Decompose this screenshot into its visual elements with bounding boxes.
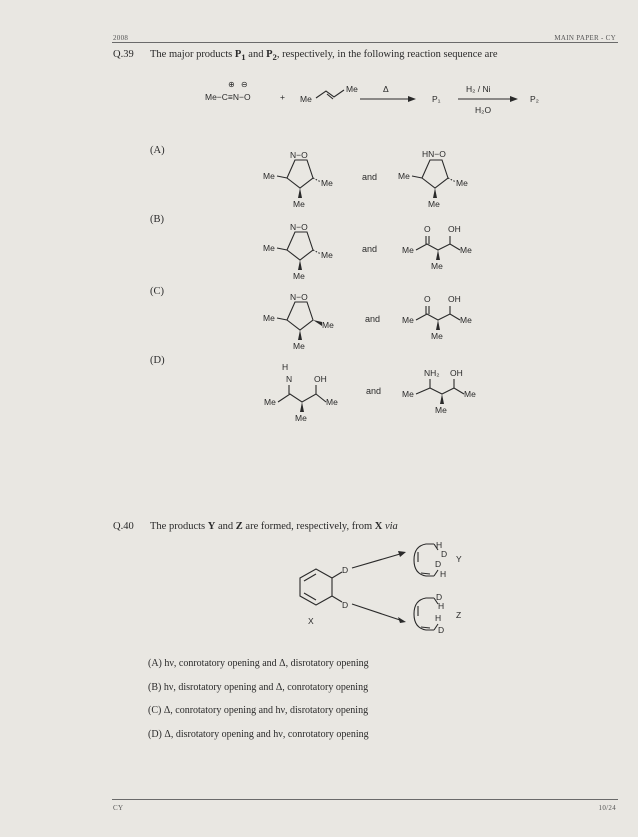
svg-text:D: D — [342, 565, 349, 575]
svg-text:Me: Me — [402, 315, 414, 325]
q39-option-b-and: and — [362, 244, 378, 254]
svg-text:Me: Me — [464, 389, 476, 399]
arrow-1 — [360, 95, 416, 103]
isoxazolidine-a-reduced — [398, 148, 480, 209]
svg-text:H: H — [435, 613, 442, 623]
svg-text:D: D — [435, 559, 442, 569]
reaction-plus: + — [280, 92, 285, 102]
svg-text:Me: Me — [295, 413, 307, 423]
header-rule — [112, 42, 618, 43]
svg-text:Me: Me — [263, 313, 275, 323]
svg-text:Me: Me — [428, 199, 440, 209]
q40-option-d: (D) Δ, disrotatory opening and hν, conrotatory opening — [148, 729, 369, 740]
footer-page: 10/24 — [598, 804, 616, 812]
svg-text:Me: Me — [263, 171, 275, 181]
triene-y — [408, 540, 478, 585]
triene-z — [408, 594, 478, 639]
svg-text:Me: Me — [293, 341, 305, 351]
isoxazolidine-b — [263, 222, 345, 281]
svg-text:D: D — [441, 549, 448, 559]
p2-label: P₂ — [530, 94, 539, 104]
svg-text:Me: Me — [431, 331, 443, 341]
svg-text:H: H — [436, 540, 443, 550]
svg-text:O: O — [424, 294, 431, 304]
q39-option-c-and: and — [365, 314, 381, 324]
q40-option-a: (A) hν, conrotatory opening and Δ, disrotatory opening — [148, 658, 369, 669]
svg-text:H: H — [282, 362, 289, 372]
svg-text:Me: Me — [402, 245, 414, 255]
svg-text:D: D — [342, 600, 349, 610]
isoxazolidine-c — [263, 292, 345, 351]
q39-option-b-label: (B) — [150, 214, 164, 225]
svg-text:Me: Me — [263, 243, 275, 253]
svg-text:Me: Me — [293, 271, 305, 281]
q39-number: Q.39 — [113, 49, 134, 60]
svg-text:Me: Me — [293, 199, 305, 209]
aminoalcohol-d — [404, 366, 484, 426]
isoxazolidine-a — [263, 150, 345, 209]
alkene-me-right: Me — [346, 84, 358, 94]
svg-text:OH: OH — [450, 368, 463, 378]
svg-text:Me: Me — [398, 171, 410, 181]
svg-text:Me: Me — [431, 261, 443, 271]
hydroxyketone-b — [402, 222, 482, 280]
svg-text:D: D — [438, 625, 445, 635]
header-year: 2008 — [113, 34, 129, 42]
hydroxyketone-c — [402, 292, 482, 350]
footer-rule — [112, 799, 618, 800]
arrow-2 — [458, 95, 518, 103]
q39-option-d-and: and — [366, 386, 382, 396]
header-paper: MAIN PAPER - CY — [554, 34, 616, 42]
svg-text:Me: Me — [322, 320, 334, 330]
svg-text:N−O: N−O — [290, 292, 308, 302]
q39-option-c-label: (C) — [150, 286, 164, 297]
alkene-bond — [316, 86, 346, 102]
svg-text:H: H — [440, 569, 447, 579]
svg-text:OH: OH — [314, 374, 327, 384]
reagent-bottom: H₂O — [475, 105, 492, 115]
q40-number: Q.40 — [113, 521, 134, 532]
q40-option-c: (C) Δ, conrotatory opening and hν, disrotatory opening — [148, 705, 369, 716]
svg-text:N−O: N−O — [290, 222, 308, 232]
svg-text:HN−O: HN−O — [422, 149, 446, 159]
svg-text:OH: OH — [448, 224, 461, 234]
svg-text:Me: Me — [321, 250, 333, 260]
svg-text:O: O — [424, 224, 431, 234]
svg-text:NH₂: NH₂ — [424, 368, 440, 378]
svg-text:D: D — [436, 592, 443, 602]
q39-text: The major products $P_1$ and $P_2$, respectively, in the following reaction sequence are — [150, 49, 498, 63]
nitrone-charges: ⊕ ⊖ — [228, 80, 250, 89]
q39-option-d-label: (D) — [150, 355, 165, 366]
svg-text:X: X — [308, 616, 314, 626]
svg-text:H: H — [438, 601, 445, 611]
q40-option-b: (B) hν, disrotatory opening and Δ, conrotatory opening — [148, 682, 369, 693]
footer-code: CY — [113, 804, 124, 812]
q39-option-a-label: (A) — [150, 145, 165, 156]
reagent-top: H₂ / Ni — [466, 84, 491, 94]
nitrone-formula: Me−C≡N−O — [205, 92, 251, 102]
q39-option-a-and: and — [362, 172, 378, 182]
svg-text:Me: Me — [456, 178, 468, 188]
p1-label: P₁ — [432, 94, 441, 104]
svg-text:Me: Me — [460, 315, 472, 325]
hydroxylamine-d — [262, 362, 352, 427]
q40-text: The products Y and Z are formed, respectively, from X via — [150, 521, 398, 532]
svg-text:Y: Y — [456, 554, 462, 564]
svg-text:Me: Me — [402, 389, 414, 399]
svg-text:Me: Me — [264, 397, 276, 407]
alkene-me-left: Me — [300, 94, 312, 104]
svg-text:N−O: N−O — [290, 150, 308, 160]
delta-label: Δ — [383, 84, 389, 94]
svg-text:Z: Z — [456, 610, 462, 620]
svg-text:Me: Me — [321, 178, 333, 188]
svg-text:OH: OH — [448, 294, 461, 304]
svg-text:Me: Me — [435, 405, 447, 415]
svg-text:Me: Me — [460, 245, 472, 255]
svg-text:N: N — [286, 374, 293, 384]
svg-text:Me: Me — [326, 397, 338, 407]
